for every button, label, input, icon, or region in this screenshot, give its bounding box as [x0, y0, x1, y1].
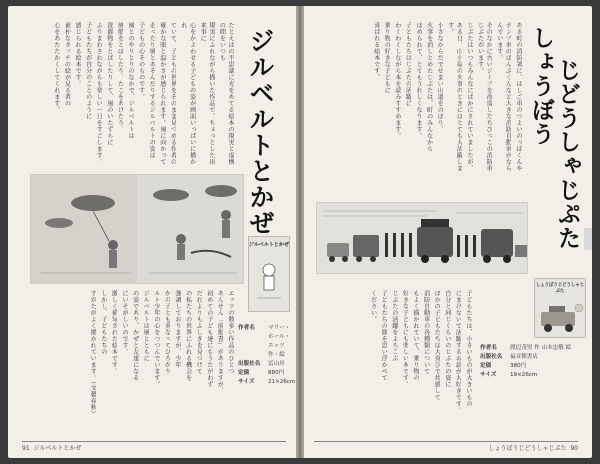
- illustration-image: [31, 175, 244, 284]
- book-info-value: 880円: [268, 370, 285, 376]
- book-info-value: 380円: [510, 363, 527, 369]
- left-folio-title: ジルベルトとかぜ: [33, 445, 82, 452]
- text-column: すがたがよく描かれています。（文藝春秋）: [89, 290, 97, 417]
- text-column: ジルベルトは風とともに: [142, 290, 150, 362]
- right-top-text: [322, 22, 522, 172]
- left-book-info: [238, 324, 294, 387]
- right-folio-number: 90: [570, 445, 578, 452]
- text-column: 自分と同じくらいのじぷたの姿に: [443, 290, 451, 388]
- book-info-label: 出版社名: [238, 361, 261, 367]
- text-column: エッツの数多い作品のひとつ: [227, 290, 234, 375]
- text-column: の私たちの世界にふれる機会を: [184, 290, 192, 381]
- text-column: ある町の消防署に、はしご車のつよいのっぽくんや: [515, 22, 522, 172]
- text-column: もよく描かれていて、乗り物の: [412, 290, 420, 381]
- text-column: 感じられる絵本です。: [74, 22, 82, 87]
- book-info-label: サイズ: [480, 372, 497, 378]
- text-column: ある日、山小屋の火事のときにはとても大活躍します。: [446, 22, 463, 172]
- text-column: 現実にふれながら描いた作品で、ちょっとした出来事に: [199, 22, 215, 165]
- book-info-value: 冨山房: [268, 361, 285, 367]
- book-info-row: [480, 353, 590, 362]
- right-folio: [489, 443, 578, 452]
- text-column: あんぜん「前掲書」がありますが、: [216, 290, 224, 394]
- text-column: 子どもの心そのものです。: [137, 22, 145, 100]
- book-info-row: [238, 324, 294, 360]
- text-column: 洗濯物をとばしたりして、風のいたずらに: [105, 22, 113, 146]
- text-column: 確かな眼と温かさが感じられます。風に向かって: [158, 22, 166, 165]
- book-info-label: 定価: [480, 363, 492, 369]
- text-column: 喜ばれる絵本です。: [372, 22, 380, 81]
- left-book-cover: [248, 236, 290, 312]
- text-column: 心をあたたかくしてくれます。: [52, 22, 60, 113]
- text-column: 子どもたちの顔を思い浮かべて: [380, 290, 388, 381]
- book-info-row: [238, 369, 294, 378]
- book-info-value: 21×26cm: [268, 379, 296, 385]
- text-column: 子どもたちは、小さいものが大きいもの: [465, 290, 472, 407]
- text-column: 乗り物の好きな子どもに: [383, 22, 391, 94]
- text-column: 強調しておりますが、少年: [174, 290, 182, 368]
- text-column: にいそがしいのです。: [121, 290, 129, 355]
- text-column: 激しく描写された絵本です。: [110, 290, 118, 375]
- right-page-title-line2: じどうしゃじぷた: [554, 58, 580, 250]
- text-column: ほかの子どもたちは大喜びで共感して: [433, 290, 441, 401]
- text-column: 素朴なタッチの絵が見る者の: [63, 22, 71, 107]
- text-column: 心をかよわせる子どもの姿が画面いっぱいに描かれ: [180, 22, 196, 165]
- text-column: ください。: [369, 290, 377, 323]
- book-info-row: [480, 344, 590, 353]
- text-column: 走ったり風とあそんだりするジルベルトの姿は: [148, 22, 156, 159]
- left-footer-rule: [22, 441, 286, 442]
- right-page: [304, 6, 592, 458]
- text-column: しかし、子どもたちの: [99, 290, 107, 355]
- book-info-value: 渡辺茂男 作 山本忠敬 絵: [510, 345, 572, 351]
- right-folio-title: しょうぼうじどうしゃじぷた: [488, 445, 567, 452]
- jeep-icon: [327, 243, 349, 257]
- cover-figure-icon: [249, 248, 289, 308]
- book-info-row: [238, 360, 294, 369]
- text-column: じぷたの活躍をよろこぶ: [390, 290, 398, 362]
- text-column: ていて、子どもの世界をそのまま見つめる作者の: [169, 22, 177, 165]
- text-column: ほめられて、とてもうれしくなります。: [415, 22, 423, 139]
- right-cover-title: しょうぼうじどうしゃじぷた: [535, 283, 585, 294]
- text-column: 子どもたちが自分のことのように: [84, 22, 92, 120]
- right-bottom-text: [322, 290, 472, 436]
- text-column: 火事を消しとめたじぷたは、町のみんなから: [425, 22, 433, 152]
- text-column: 小さなからだでせまい山道をのぼり、: [436, 22, 444, 133]
- left-top-text: [22, 22, 234, 170]
- text-column: たとえばの不思議に光をあてる絵本の現実と虚構の間をいつも: [218, 22, 234, 165]
- right-footer-rule: [314, 441, 578, 442]
- text-column: 初めての子ども達にもうたがわず: [205, 290, 213, 388]
- text-column: じぷたはいつもみんなにばかにされていましたが、: [466, 22, 474, 172]
- left-cover-title: ジルベルトとかぜ: [249, 242, 289, 248]
- right-book-info: [480, 344, 590, 380]
- book-info-row: [238, 378, 294, 387]
- book-info-value: マリー・ホール・エッツ作・絵: [268, 325, 291, 358]
- text-column: の姿であり、かぜと友達になる: [131, 290, 139, 381]
- text-column: 風とのやりとりのなかで、ジルベルトは: [127, 22, 135, 139]
- left-illustration: [30, 174, 244, 284]
- book-info-label: 出版社名: [480, 354, 503, 360]
- fire-trucks-image: [317, 203, 528, 274]
- text-column: 好きな子どもにも楽しい本です。: [401, 290, 409, 388]
- book-info-row: [480, 362, 590, 371]
- right-page-title-line1: しょうぼう: [528, 26, 554, 146]
- ladder-truck-icon: [417, 227, 453, 257]
- left-bottom-text: [22, 290, 234, 438]
- left-page-title: ジルベルトとかぜ: [246, 28, 275, 236]
- text-column: そのなかに古いジープを改造したちびっこの消防車じぷたがいます。: [476, 22, 493, 172]
- book-info-label: 作者名: [238, 325, 255, 331]
- right-book-cover: [534, 278, 586, 338]
- cover-jeep-icon: [535, 294, 585, 340]
- balloon-icon: [71, 195, 115, 211]
- text-column: わくわくしながら本を読みすすめます。: [393, 22, 401, 139]
- left-folio-number: 91: [22, 445, 30, 452]
- book-info-value: 19×26cm: [510, 372, 538, 378]
- book-info-label: サイズ: [238, 379, 255, 385]
- text-column: ふりまわされながらも楽しい一日をすごします。: [95, 22, 103, 165]
- text-column: ルト少年の心をつつんでいます。: [152, 290, 160, 388]
- right-illustration: [316, 202, 528, 274]
- text-column: かの子とも重なってひろがり: [163, 290, 171, 375]
- book-info-value: 福音館書店: [510, 354, 538, 360]
- page-marker-tab: [584, 228, 592, 250]
- book-info-label: 定価: [238, 370, 250, 376]
- book-info-label: 作者名: [480, 345, 497, 351]
- book-info-row: [480, 371, 590, 380]
- left-page: [8, 6, 296, 458]
- text-column: だれよりもふしぎを見つけて: [195, 290, 203, 375]
- text-column: 風船をとばしたり、たこをあげたり、: [116, 22, 124, 133]
- text-column: 子どもたちはじぷたの活躍に: [404, 22, 412, 107]
- text-column: にまけないで活躍するお話が大好きです。: [454, 290, 462, 414]
- pump-truck-icon: [481, 229, 513, 257]
- text-column: 消防自動車の各種類について: [422, 290, 430, 375]
- left-folio: [22, 443, 81, 452]
- text-column: ポンプ車のぱんぷくんなど大きな消防自動車がならんでいます。: [495, 22, 512, 172]
